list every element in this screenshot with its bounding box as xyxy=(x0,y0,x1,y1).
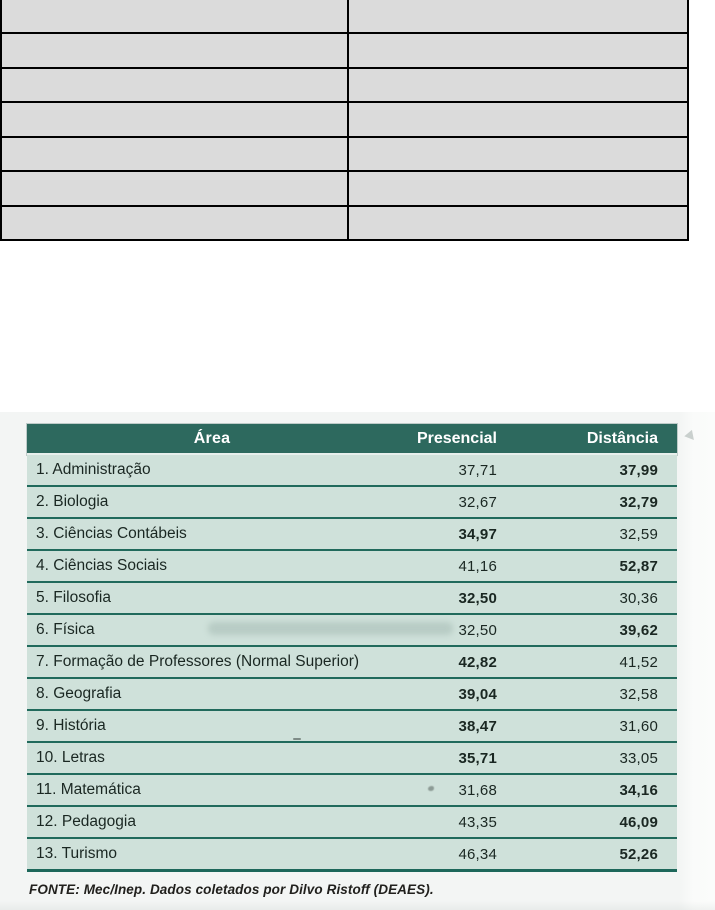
scanned-page-region xyxy=(0,412,715,910)
presencial-value-cell: 34,97 xyxy=(458,525,497,543)
distancia-value-cell: 52,87 xyxy=(619,557,658,575)
distancia-value-cell: 39,62 xyxy=(619,621,658,639)
presencial-value-cell: 41,16 xyxy=(458,557,497,575)
area-name-cell: 1. Administração xyxy=(36,461,151,478)
empty-cell xyxy=(2,34,347,66)
presencial-value-cell: 37,71 xyxy=(458,461,497,479)
distancia-value-cell: 32,58 xyxy=(619,685,658,703)
distancia-value-cell: 34,16 xyxy=(619,781,658,799)
scan-speck xyxy=(293,738,301,740)
table-row xyxy=(27,615,677,647)
presencial-value-cell: 46,34 xyxy=(458,845,497,863)
source-note: FONTE: Mec/Inep. Dados coletados por Dilvo Ristoff (DEAES). xyxy=(29,882,434,897)
column-header-distancia: Distância xyxy=(586,429,658,447)
area-name-cell: 6. Física xyxy=(36,621,95,638)
presencial-value-cell: 38,47 xyxy=(458,717,497,735)
area-name-cell: 13. Turismo xyxy=(36,845,117,862)
empty-cell xyxy=(2,0,347,32)
area-name-cell: 11. Matemática xyxy=(36,781,141,798)
area-name-cell: 12. Pedagogia xyxy=(36,813,136,830)
presencial-value-cell: 32,67 xyxy=(458,493,497,511)
area-name-cell: 10. Letras xyxy=(36,749,105,766)
presencial-value-cell: 32,50 xyxy=(458,621,497,639)
table-row xyxy=(27,551,677,583)
table-body xyxy=(27,455,677,872)
presencial-value-cell: 39,04 xyxy=(458,685,497,703)
empty-cell xyxy=(349,103,687,135)
presencial-value-cell: 42,82 xyxy=(458,653,497,671)
empty-cell xyxy=(349,69,687,101)
scores-table xyxy=(27,424,677,872)
area-name-cell: 8. Geografia xyxy=(36,685,122,702)
empty-cell xyxy=(2,207,347,239)
area-name-cell: 5. Filosofia xyxy=(36,589,111,606)
table-row xyxy=(27,487,677,519)
area-name-cell: 4. Ciências Sociais xyxy=(36,557,167,574)
table-row xyxy=(27,583,677,615)
empty-cell xyxy=(2,172,347,204)
distancia-value-cell: 33,05 xyxy=(619,749,658,767)
table-row xyxy=(27,679,677,711)
empty-cell xyxy=(349,138,687,170)
table-row xyxy=(27,455,677,487)
column-header-presencial: Presencial xyxy=(416,429,497,447)
presencial-value-cell: 43,35 xyxy=(458,813,497,831)
distancia-value-cell: 30,36 xyxy=(619,589,658,607)
presencial-value-cell: 31,68 xyxy=(458,781,497,799)
table-header-row xyxy=(27,424,677,455)
table-row xyxy=(27,743,677,775)
distancia-value-cell: 46,09 xyxy=(619,813,658,831)
column-header-area: Área xyxy=(193,429,231,447)
table-row xyxy=(27,711,677,743)
distancia-value-cell: 32,79 xyxy=(619,493,658,511)
empty-cell xyxy=(349,34,687,66)
distancia-value-cell: 37,99 xyxy=(619,461,658,479)
table-row xyxy=(27,807,677,839)
area-name-cell: 9. História xyxy=(36,717,106,734)
empty-cell xyxy=(2,103,347,135)
presencial-value-cell: 35,71 xyxy=(458,749,497,767)
distancia-value-cell: 32,59 xyxy=(619,525,658,543)
table-row xyxy=(27,839,677,872)
empty-cell xyxy=(2,138,347,170)
empty-cell xyxy=(349,207,687,239)
empty-cell xyxy=(349,172,687,204)
table-row xyxy=(27,775,677,807)
table-row xyxy=(27,519,677,551)
empty-table xyxy=(0,0,689,241)
presencial-value-cell: 32,50 xyxy=(458,589,497,607)
area-name-cell: 3. Ciências Contábeis xyxy=(36,525,187,542)
distancia-value-cell: 31,60 xyxy=(619,717,658,735)
distancia-value-cell: 52,26 xyxy=(619,845,658,863)
empty-cell xyxy=(2,69,347,101)
area-name-cell: 2. Biologia xyxy=(36,493,109,510)
empty-cell xyxy=(349,0,687,32)
area-name-cell: 7. Formação de Professores (Normal Superior) xyxy=(36,653,360,670)
scan-corner-mark xyxy=(684,430,697,443)
distancia-value-cell: 41,52 xyxy=(619,653,658,671)
table-row xyxy=(27,647,677,679)
